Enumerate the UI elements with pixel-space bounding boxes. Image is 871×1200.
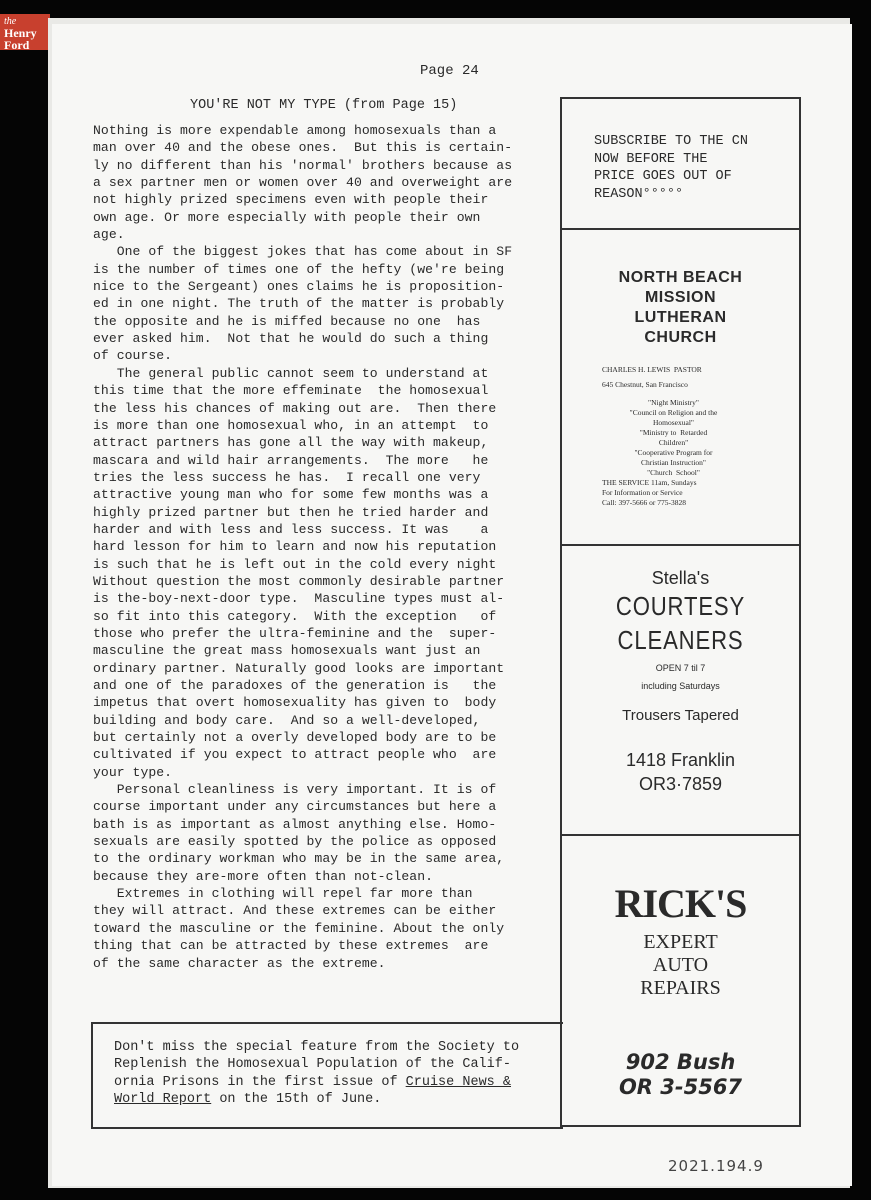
article-line: mascara and wild hair arrangements. The more he: [93, 452, 489, 468]
article-title: YOU'RE NOT MY TYPE (from Page 15): [190, 98, 458, 113]
article-line: a sex partner men or women over 40 and overweight are: [93, 175, 513, 191]
article-line: thing that can be attracted by these extremes are: [93, 938, 489, 954]
article-line: the opposite and he is miffed because no one has: [93, 313, 481, 329]
article-line: Nothing is more expendable among homosexuals than a: [93, 123, 497, 138]
article-line: harder and with less and less success. It was a: [93, 521, 489, 537]
article-line: sexuals are easily spotted by the police as opposed: [93, 834, 497, 850]
article-line: so fit into this category. With the exception of: [93, 608, 497, 624]
article-line: hard lesson for him to learn and now his reputation: [93, 539, 497, 555]
ricks-address: 902 Bush OR 3-5567: [618, 1050, 743, 1099]
article-line: of course.: [93, 348, 173, 364]
article-line: toward the masculine or the feminine. About the only: [93, 920, 505, 936]
henry-ford-logo: the Henry Ford: [0, 14, 50, 50]
article-line: Without question the most commonly desirable partner: [93, 573, 505, 589]
article-line: highly prized partner but then he tried harder and: [93, 504, 489, 520]
article-line: those who prefer the ultra-feminine and the super-: [93, 625, 497, 641]
article-line: ed in one night. The truth of the matter is probably: [93, 296, 505, 312]
article-line: own age. Or more especially with people their own: [93, 209, 481, 225]
church-ad: [562, 230, 799, 546]
article-line: nice to the Sergeant) ones claims he is proposition-: [93, 279, 505, 295]
cleaners-hours: OPEN 7 til 7: [655, 663, 706, 673]
article-line: of the same character as the extreme.: [93, 955, 386, 971]
feature-line-3: ornia Prisons in the first issue of: [114, 1074, 406, 1090]
cleaners-service: Trousers Tapered: [622, 707, 739, 724]
church-programs: "Night Ministry" "Council on Religion and the Homosexual" "Ministry to Retarded Children" "Cooperative Program for Christian Instruction" "Church School": [629, 398, 718, 477]
feature-line-2: Replenish the Homosexual Population of the Calif-: [114, 1057, 511, 1073]
article-line: is more than one homosexual who, in an attempt to: [93, 417, 489, 433]
article-line: ly no different than his 'normal' brothers because as: [93, 157, 513, 173]
publication-name-part1: Cruise News &: [405, 1074, 511, 1090]
feature-notice-box: [91, 1022, 563, 1129]
cleaners-owner: Stella's: [651, 568, 710, 588]
article-line: cultivated if you expect to attract people who are: [93, 747, 497, 763]
cleaners-name-line2: CLEANERS: [617, 625, 744, 655]
article-line: tries the less success he has. I recall one very: [93, 469, 481, 485]
article-line: Extremes in clothing will repel far more than: [93, 886, 473, 902]
cleaners-days: including Saturdays: [641, 681, 720, 691]
article-line: impetus that overt homosexuality has given to body: [93, 695, 497, 711]
article-line: ordinary partner. Naturally good looks are important: [93, 660, 505, 676]
article-line: course important under any circumstances but here a: [93, 799, 497, 815]
church-name: NORTH BEACH MISSION LUTHERAN CHURCH: [618, 269, 743, 346]
cleaners-ad: [562, 546, 799, 836]
church-service: THE SERVICE 11am, Sundays For Information or Service Call: 397-5666 or 775-3828: [602, 478, 697, 507]
article-line: because they are-more often than not-clean.: [93, 868, 434, 884]
publication-name-part2: World Report: [114, 1091, 212, 1107]
article-line: ever asked him. Not that he would do such a thing: [93, 331, 489, 347]
article-line: but certainly not a overly developed body are to be: [93, 730, 497, 746]
article-line: One of the biggest jokes that has come about in SF: [93, 244, 513, 260]
article-body: [93, 122, 561, 972]
page-number: Page 24: [420, 63, 479, 79]
article-line: they will attract. And these extremes can be either: [93, 903, 497, 919]
ricks-services: EXPERT AUTO REPAIRS: [640, 931, 721, 999]
article-line: is the number of times one of the hefty (we're being: [93, 261, 505, 277]
article-line: Personal cleanliness is very important. It is of: [93, 782, 497, 798]
feature-line-4: on the 15th of June.: [211, 1091, 382, 1107]
accession-number: 2021.194.9: [668, 1157, 764, 1175]
article-line: to the ordinary workman who may be in the same area,: [93, 851, 505, 867]
article-line: not highly prized specimens even with people their: [93, 192, 489, 208]
church-pastor: CHARLES H. LEWIS PASTOR 645 Chestnut, San Francisco: [602, 365, 702, 389]
cleaners-name-line1: COURTESY: [615, 591, 746, 621]
article-line: your type.: [93, 764, 173, 780]
article-line: is such that he is left out in the cold every night: [93, 556, 497, 572]
article-line: the less his chances of making out are. Then there: [93, 400, 497, 416]
article-line: bath is as important as almost anything else. Homo-: [93, 816, 497, 832]
ad-column: [560, 97, 801, 1127]
article-line: attract partners has gone all the way with makeup,: [93, 435, 489, 451]
article-line: The general public cannot seem to understand at: [93, 365, 489, 381]
subscribe-ad: SUBSCRIBE TO THE CN NOW BEFORE THE PRICE GOES OUT OF REASON°°°°°: [562, 99, 799, 230]
article-line: attractive young man who for some few months was a: [93, 487, 489, 503]
ricks-name: RICK'S: [614, 881, 747, 926]
cleaners-address: 1418 Franklin OR3·7859: [625, 750, 736, 794]
article-line: and one of the paradoxes of the generation is the: [93, 678, 497, 693]
article-line: masculine the great mass homosexuals want just an: [93, 643, 481, 659]
article-line: this time that the more effeminate the homosexual: [93, 383, 489, 399]
ricks-ad: [562, 836, 799, 1125]
article-line: age.: [93, 227, 125, 243]
feature-line-1: Don't miss the special feature from the Society to: [114, 1040, 520, 1055]
article-line: is the-boy-next-door type. Masculine types must al-: [93, 591, 505, 607]
article-line: building and body care. And so a well-developed,: [93, 712, 481, 728]
article-line: man over 40 and the obese ones. But this is certain-: [93, 140, 513, 156]
